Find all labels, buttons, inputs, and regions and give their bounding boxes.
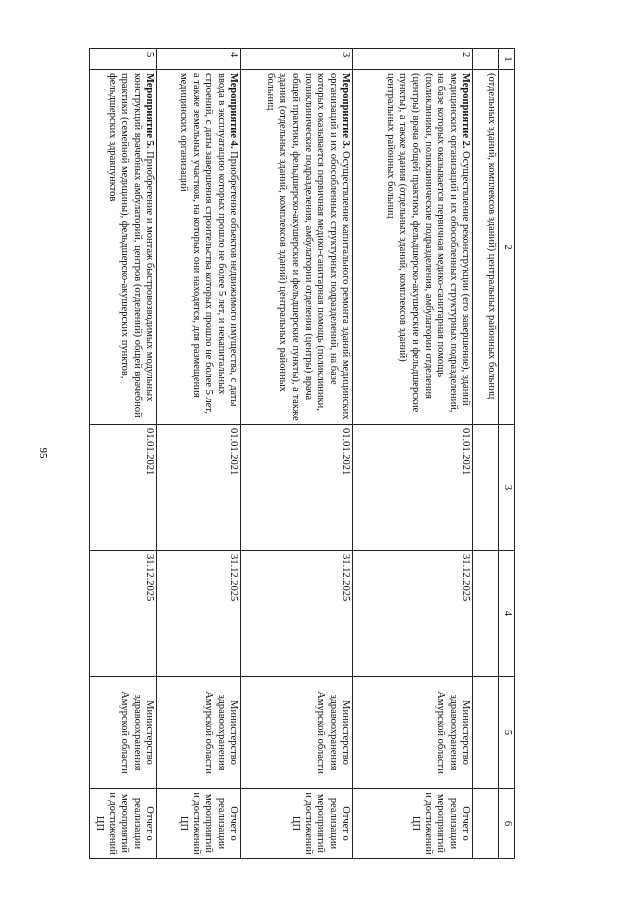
table-row: [241, 49, 353, 859]
result-type: Отчет о реализации мероприятий и достижений ЦП: [90, 789, 157, 859]
result-type: Отчет о реализации мероприятий и достижений ЦП: [353, 789, 473, 859]
activity-text: Приобретение и монтаж быстровозводимых модульных конструкций врачебных амбулаторий, центров (отделений) общей врачебной практики (семейной медицины), фельдшерско-акушерских пунктов, фельдшерских здравпунктов: [106, 73, 156, 418]
rotated-table-stage: [94, 48, 515, 858]
col-header-1: 1: [499, 49, 515, 70]
row-number: 5: [90, 49, 157, 70]
start-date: 01.01.2021: [241, 425, 353, 551]
continuation-row: [473, 49, 499, 859]
activity-text: Осуществление реконструкции (его завершение), зданий медицинских организаций и их обособленных структурных подразделений, на базе которых оказывается первичная медико-санитарная помощь (поликлиники, поликлинические подразделения, амбулатории отделения (центры) врача общей практики, фельдшерско-акушерские и фельдшерские пункты), а также здания (отдельных зданий, комплексов зданий) центральных районных больниц: [384, 73, 472, 413]
column-number-header-row: [499, 49, 515, 859]
responsible-executor: Министерство здравоохранения Амурской области: [353, 677, 473, 789]
activity-title: Мероприятие 3.: [340, 73, 352, 149]
result-type: Отчет о реализации мероприятий и достижений ЦП: [241, 789, 353, 859]
activity-text: Приобретение объектов недвижимого имущества, с даты ввода в эксплуатацию которых прошло не более 5 лет, и некапитальных строений, с даты завершения строительства которых прошло не более 5 лет, а также земельных участков, на которых они находятся, для размещения медицинских организаций: [178, 73, 240, 414]
end-date: 31.12.2025: [241, 551, 353, 677]
col-header-5: 5: [499, 677, 515, 789]
end-date: 31.12.2025: [157, 551, 241, 677]
responsible-executor: Министерство здравоохранения Амурской области: [90, 677, 157, 789]
activity-description: [353, 70, 473, 425]
row-number: 2: [353, 49, 473, 70]
table-row: [90, 49, 157, 859]
activity-title: Мероприятие 2.: [460, 73, 472, 149]
responsible-executor: Министерство здравоохранения Амурской области: [157, 677, 241, 789]
activity-title: Мероприятие 4.: [228, 73, 240, 149]
col-header-2: 2: [499, 70, 515, 425]
activity-text: Осуществление капитального ремонта зданий медицинских организаций и их обособленных структурных подразделений, на базе которых оказывается первичная медико-санитарная помощь (поликлиники, поликлинические подразделения, амбулатории отделения (центры) врача общей практики, фельдшерско-акушерские и фельдшерские пункты), а также здания (отдельных зданий, комплексов зданий) центральных районных больниц: [264, 73, 352, 421]
row-number: 4: [157, 49, 241, 70]
col-header-4: 4: [499, 551, 515, 677]
responsible-executor: Министерство здравоохранения Амурской области: [241, 677, 353, 789]
col-header-3: 3: [499, 425, 515, 551]
start-date: 01.01.2021: [90, 425, 157, 551]
start-date: 01.01.2021: [157, 425, 241, 551]
start-date: 01.01.2021: [353, 425, 473, 551]
table-row: [157, 49, 241, 859]
end-date: 31.12.2025: [90, 551, 157, 677]
col-header-6: 6: [499, 789, 515, 859]
result-type: Отчет о реализации мероприятий и достижений ЦП: [157, 789, 241, 859]
table-row: [353, 49, 473, 859]
activities-table: [89, 48, 515, 859]
row-number: 3: [241, 49, 353, 70]
page-number: 95: [37, 447, 49, 459]
activity-description: [241, 70, 353, 425]
end-date: 31.12.2025: [353, 551, 473, 677]
continuation-text: (отдельных зданий, комплексов зданий) центральных районных больниц: [473, 70, 499, 425]
activity-description: [157, 70, 241, 425]
activity-title: Мероприятие 5.: [144, 73, 156, 149]
activity-description: [90, 70, 157, 425]
